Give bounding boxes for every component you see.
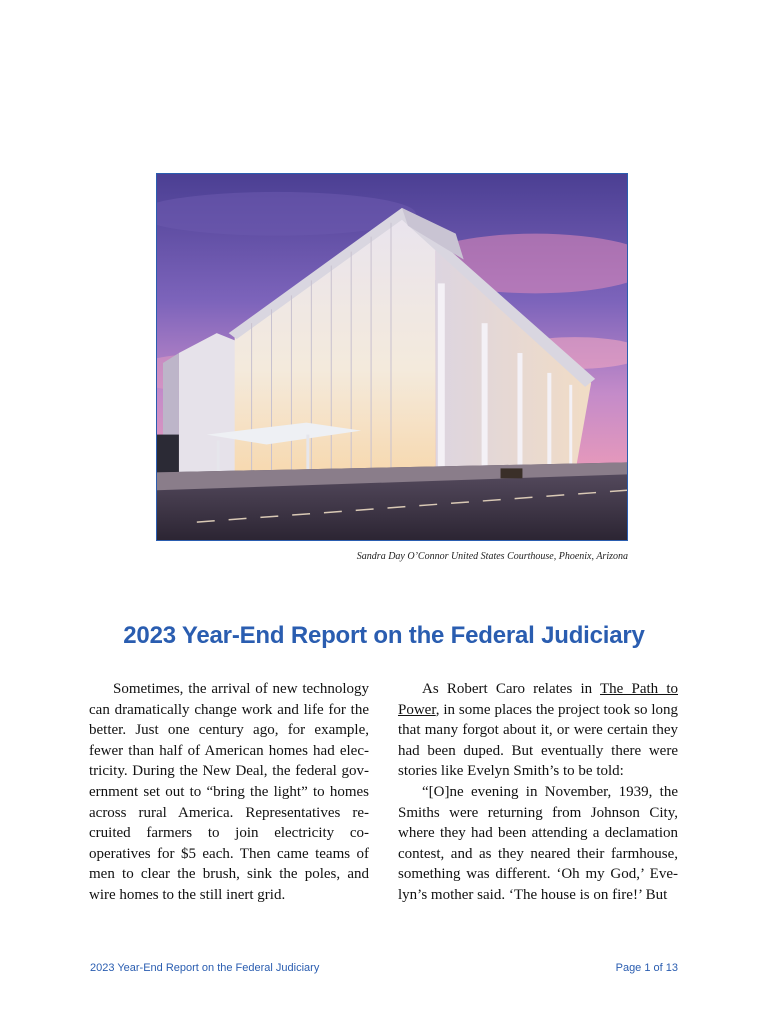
right-column — [398, 679, 678, 906]
caro-intro-text: As Robert Caro relates in — [422, 681, 601, 697]
right-paragraph-1 — [398, 679, 678, 782]
footer-report-title: 2023 Year-End Report on the Federal Judiciary — [90, 962, 320, 974]
left-paragraph-1: Sometimes, the arrival of new technology can dramatically change work and life for the better. Just one century ago, for example, fewer than half of American homes had electricity. During the New Deal, the federal government set out to “bring the light” to homes across rural America. Representatives recruited farmers to join electricity co-operatives for $5 each. Then came teams of men to clear the brush, sink the poles, and wire homes to the still inert grid. — [89, 681, 369, 903]
courthouse-illustration — [157, 174, 627, 540]
right-paragraph-2: “[O]ne evening in November, 1939, the Smiths were returning from Johnson City, where they had been attending a declamation contest, and as they neared their farmhouse, something was different. ‘Oh my God,’ Evelyn’s mother said. ‘The house is on fire!’ But — [398, 783, 678, 903]
caro-continuation-text: , in some places the project took so long that many forgot about it, or were certain they had been duped. But eventually there were stories like Evelyn Smith’s to be told: — [398, 701, 678, 780]
courthouse-photo — [156, 173, 628, 541]
photo-caption: Sandra Day O’Connor United States Courthouse, Phoenix, Arizona — [356, 551, 628, 562]
footer-page-number: Page 1 of 13 — [615, 962, 678, 974]
left-column — [89, 679, 369, 906]
book-title-link[interactable]: The Path to Power — [398, 681, 678, 718]
report-title: 2023 Year-End Report on the Federal Judiciary — [123, 622, 645, 649]
